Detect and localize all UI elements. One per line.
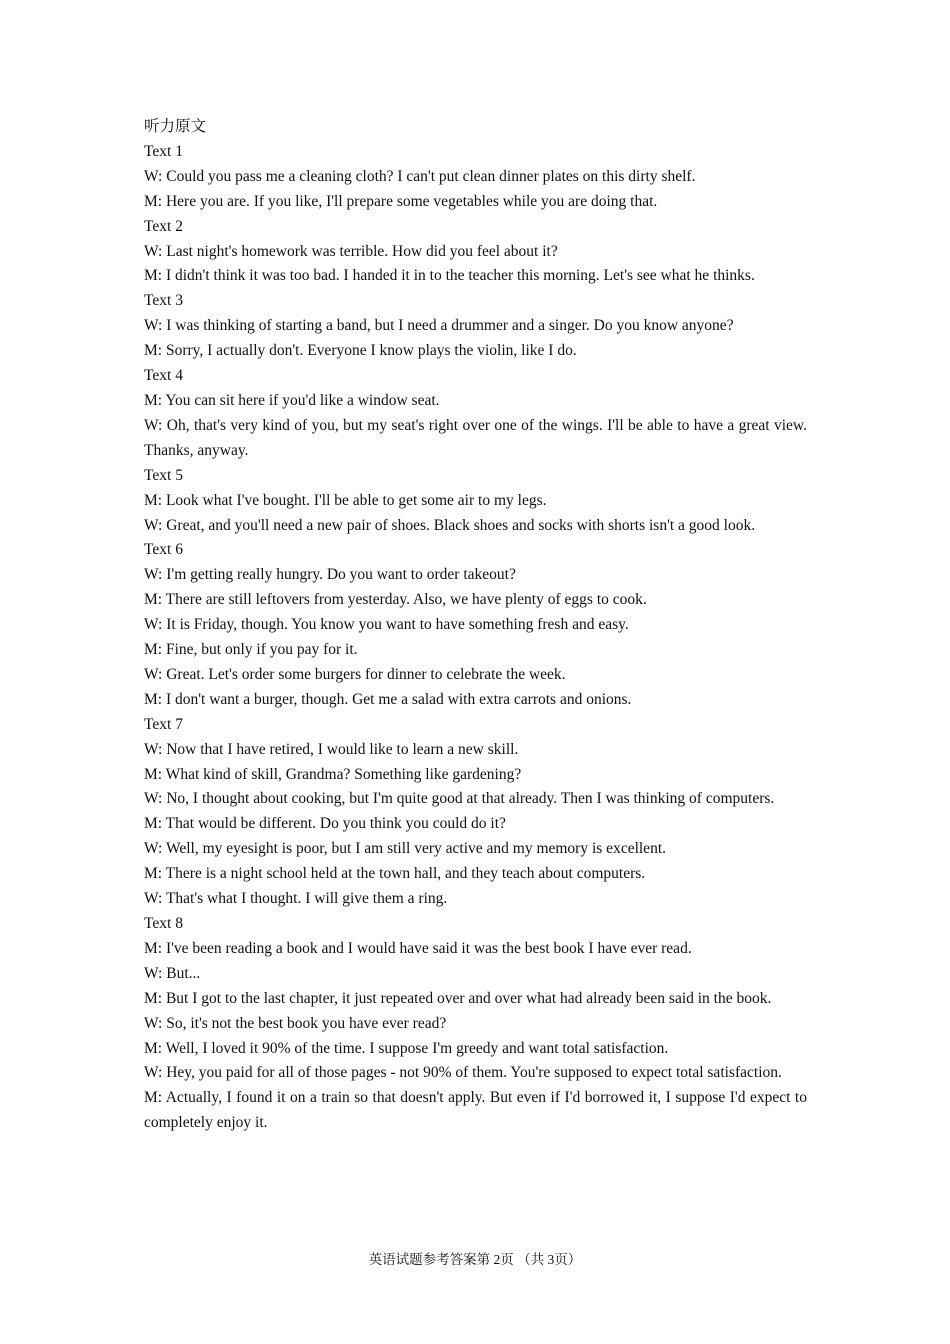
dialogue-line: W: Could you pass me a cleaning cloth? I can't put clean dinner plates on this dirty shelf. <box>144 167 696 185</box>
document-body <box>144 115 807 1136</box>
dialogue-line: M: I don't want a burger, though. Get me a salad with extra carrots and onions. <box>144 690 632 708</box>
dialogue-line: W: Well, my eyesight is poor, but I am still very active and my memory is excellent. <box>144 840 666 858</box>
dialogue-line: W: But... <box>144 964 201 982</box>
dialogue-line: W: It is Friday, though. You know you want to have something fresh and easy. <box>144 616 629 634</box>
dialogue-line: M: There are still leftovers from yesterday. Also, we have plenty of eggs to cook. <box>144 591 647 609</box>
text-number-heading: Text 1 <box>144 142 183 160</box>
dialogue-line: W: I was thinking of starting a band, but I need a drummer and a singer. Do you know anyone? <box>144 317 734 335</box>
dialogue-line: W: That's what I thought. I will give them a ring. <box>144 890 448 908</box>
text-number-heading: Text 2 <box>144 217 183 235</box>
dialogue-line: W: Last night's homework was terrible. How did you feel about it? <box>144 242 558 260</box>
dialogue-line: M: I didn't think it was too bad. I handed it in to the teacher this morning. Let's see what he thinks. <box>144 267 755 285</box>
dialogue-line: M: I've been reading a book and I would have said it was the best book I have ever read. <box>144 939 692 957</box>
dialogue-line: M: There is a night school held at the town hall, and they teach about computers. <box>144 865 646 883</box>
dialogue-line: M: Actually, I found it on a train so that doesn't apply. But even if I'd borrowed it, I suppose I'd expect to completely enjoy it. <box>144 1089 807 1132</box>
dialogue-line: M: Well, I loved it 90% of the time. I suppose I'm greedy and want total satisfaction. <box>144 1039 669 1057</box>
dialogue-line: W: Hey, you paid for all of those pages - not 90% of them. You're supposed to expect total satisfaction. <box>144 1064 782 1082</box>
transcript-lines <box>144 140 807 1136</box>
dialogue-line: M: Look what I've bought. I'll be able to get some air to my legs. <box>144 491 547 509</box>
text-number-heading: Text 6 <box>144 541 183 559</box>
dialogue-line: M: That would be different. Do you think you could do it? <box>144 815 506 833</box>
dialogue-line: M: Here you are. If you like, I'll prepare some vegetables while you are doing that. <box>144 192 658 210</box>
dialogue-line: W: So, it's not the best book you have ever read? <box>144 1014 447 1032</box>
dialogue-line: W: Great. Let's order some burgers for dinner to celebrate the week. <box>144 665 566 683</box>
text-number-heading: Text 7 <box>144 715 183 733</box>
dialogue-line: W: No, I thought about cooking, but I'm quite good at that already. Then I was thinking of computers. <box>144 790 775 808</box>
text-number-heading: Text 8 <box>144 915 183 932</box>
text-number-heading: Text 5 <box>144 466 183 484</box>
dialogue-line: M: Fine, but only if you pay for it. <box>144 641 358 659</box>
dialogue-line: M: But I got to the last chapter, it just repeated over and over what had already been said in the book. <box>144 989 772 1007</box>
text-number-heading: Text 4 <box>144 367 183 385</box>
dialogue-line: W: Oh, that's very kind of you, but my seat's right over one of the wings. I'll be able to have a great view. Thanks, anyway. <box>144 416 807 459</box>
page-footer: 英语试题参考答案第 2页 （共 3页） <box>368 1252 582 1267</box>
dialogue-line: W: Now that I have retired, I would like to learn a new skill. <box>144 740 519 758</box>
section-heading: 听力原文 <box>144 118 207 135</box>
dialogue-line: M: You can sit here if you'd like a window seat. <box>144 391 440 409</box>
dialogue-line: W: Great, and you'll need a new pair of shoes. Black shoes and socks with shorts isn't a good look. <box>144 516 756 534</box>
text-number-heading: Text 3 <box>144 292 183 310</box>
dialogue-line: M: What kind of skill, Grandma? Something like gardening? <box>144 765 522 783</box>
dialogue-line: M: Sorry, I actually don't. Everyone I know plays the violin, like I do. <box>144 342 577 360</box>
dialogue-line: W: I'm getting really hungry. Do you want to order takeout? <box>144 566 516 584</box>
